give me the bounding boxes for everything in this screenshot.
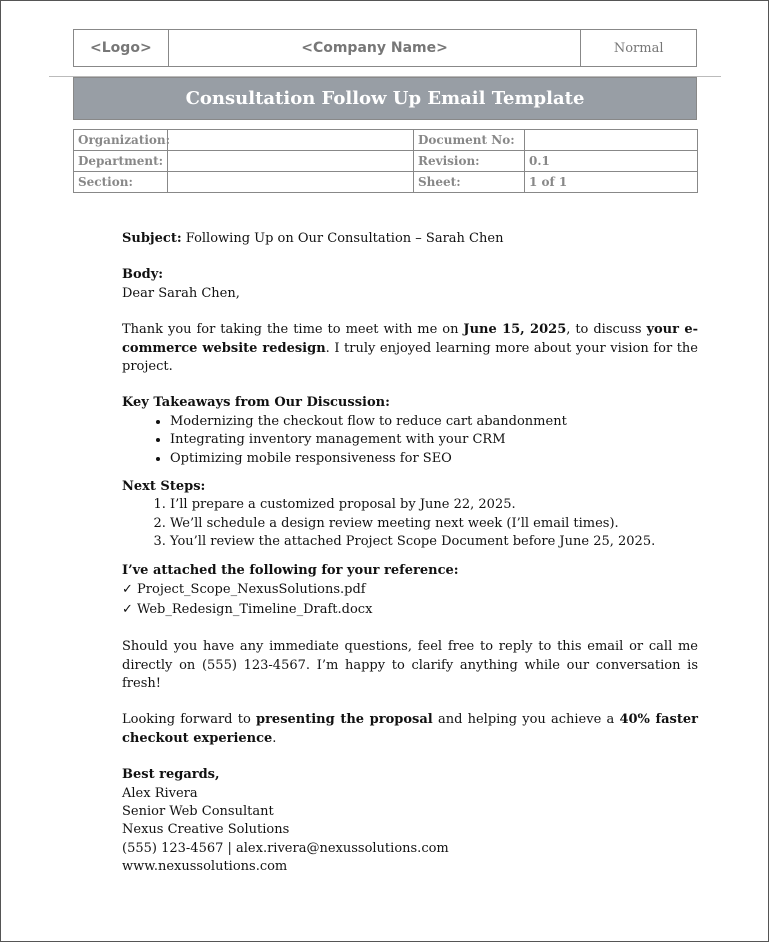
attachment-item: ✓ Project_Scope_NexusSolutions.pdf xyxy=(122,582,366,598)
document-title: Consultation Follow Up Email Template xyxy=(73,77,697,120)
greeting: Dear Sarah Chen, xyxy=(122,285,240,301)
closing-highlight: 40% faster checkout experience xyxy=(122,712,698,746)
section-label: Section: xyxy=(74,172,168,193)
info-row xyxy=(74,172,698,193)
closing-text: . xyxy=(272,730,277,746)
info-row xyxy=(74,130,698,151)
attachment-item: ✓ Web_Redesign_Timeline_Draft.docx xyxy=(122,602,373,618)
intro-paragraph xyxy=(122,321,698,376)
signature-title: Senior Web Consultant xyxy=(122,803,274,819)
subject-label: Subject: xyxy=(122,231,182,246)
closing-text: and helping you achieve a xyxy=(432,712,620,728)
list-item: • Integrating inventory management with your CRM xyxy=(170,431,698,449)
questions-paragraph: Should you have any immediate questions, feel free to reply to this email or call me directly on (555) 123-4567. I’m happy to clarify anything while our conversation is fresh! xyxy=(122,639,698,691)
department-label: Department: xyxy=(74,151,168,172)
closing-text: Looking forward to xyxy=(122,712,256,728)
sheet-value: 1 of 1 xyxy=(525,172,698,193)
email-content xyxy=(122,230,698,877)
closing-highlight: presenting the proposal xyxy=(255,712,433,728)
department-value xyxy=(168,151,414,172)
subject-text: Following Up on Our Consultation – Sarah Chen xyxy=(181,231,504,246)
signature-website: www.nexussolutions.com xyxy=(122,859,288,875)
intro-text: . I truly enjoyed learning more about your vision for the project. xyxy=(122,340,698,375)
signoff: Best regards, xyxy=(122,767,220,783)
takeaways-heading: Key Takeaways from Our Discussion: xyxy=(122,395,390,411)
document-no-label: Document No: xyxy=(414,130,525,151)
next-steps-list xyxy=(122,496,698,551)
company-name-placeholder: <Company Name> xyxy=(169,30,582,66)
body-label: Body: xyxy=(122,267,164,283)
project-name: your e-commerce website redesign xyxy=(122,322,698,356)
list-item: • Optimizing mobile responsiveness for SEO xyxy=(170,450,698,468)
subject-line xyxy=(122,230,698,248)
document-no-value xyxy=(525,130,698,151)
section-value xyxy=(168,172,414,193)
organization-value xyxy=(168,130,414,151)
style-label: Normal xyxy=(613,40,664,56)
revision-value: 0.1 xyxy=(525,151,698,172)
logo-placeholder: <Logo> xyxy=(74,30,169,66)
intro-text: , to discuss xyxy=(566,322,647,338)
list-item: • Modernizing the checkout flow to reduce cart abandonment xyxy=(170,413,698,431)
list-item: 3. You’ll review the attached Project Scope Document before June 25, 2025. xyxy=(170,533,698,551)
signature-contact: (555) 123-4567 | alex.rivera@nexussolutions.com xyxy=(122,840,449,856)
signature-name: Alex Rivera xyxy=(122,785,198,801)
intro-text: Thank you for taking the time to meet with me on xyxy=(122,322,464,338)
info-row xyxy=(74,151,698,172)
organization-label: Organization: xyxy=(74,130,168,151)
list-item: 2. We’ll schedule a design review meeting next week (I’ll email times). xyxy=(170,515,698,533)
document-info-table xyxy=(73,129,698,193)
meeting-date: June 15, 2025 xyxy=(463,322,567,338)
signature-company: Nexus Creative Solutions xyxy=(122,822,290,838)
closing-paragraph xyxy=(122,711,698,748)
takeaways-list xyxy=(122,413,698,468)
list-item: 1. I’ll prepare a customized proposal by June 22, 2025. xyxy=(170,496,698,514)
attachments-heading: I’ve attached the following for your reference: xyxy=(122,562,459,578)
revision-label: Revision: xyxy=(414,151,525,172)
next-steps-heading: Next Steps: xyxy=(122,479,206,495)
document-header xyxy=(73,29,697,67)
sheet-label: Sheet: xyxy=(414,172,525,193)
